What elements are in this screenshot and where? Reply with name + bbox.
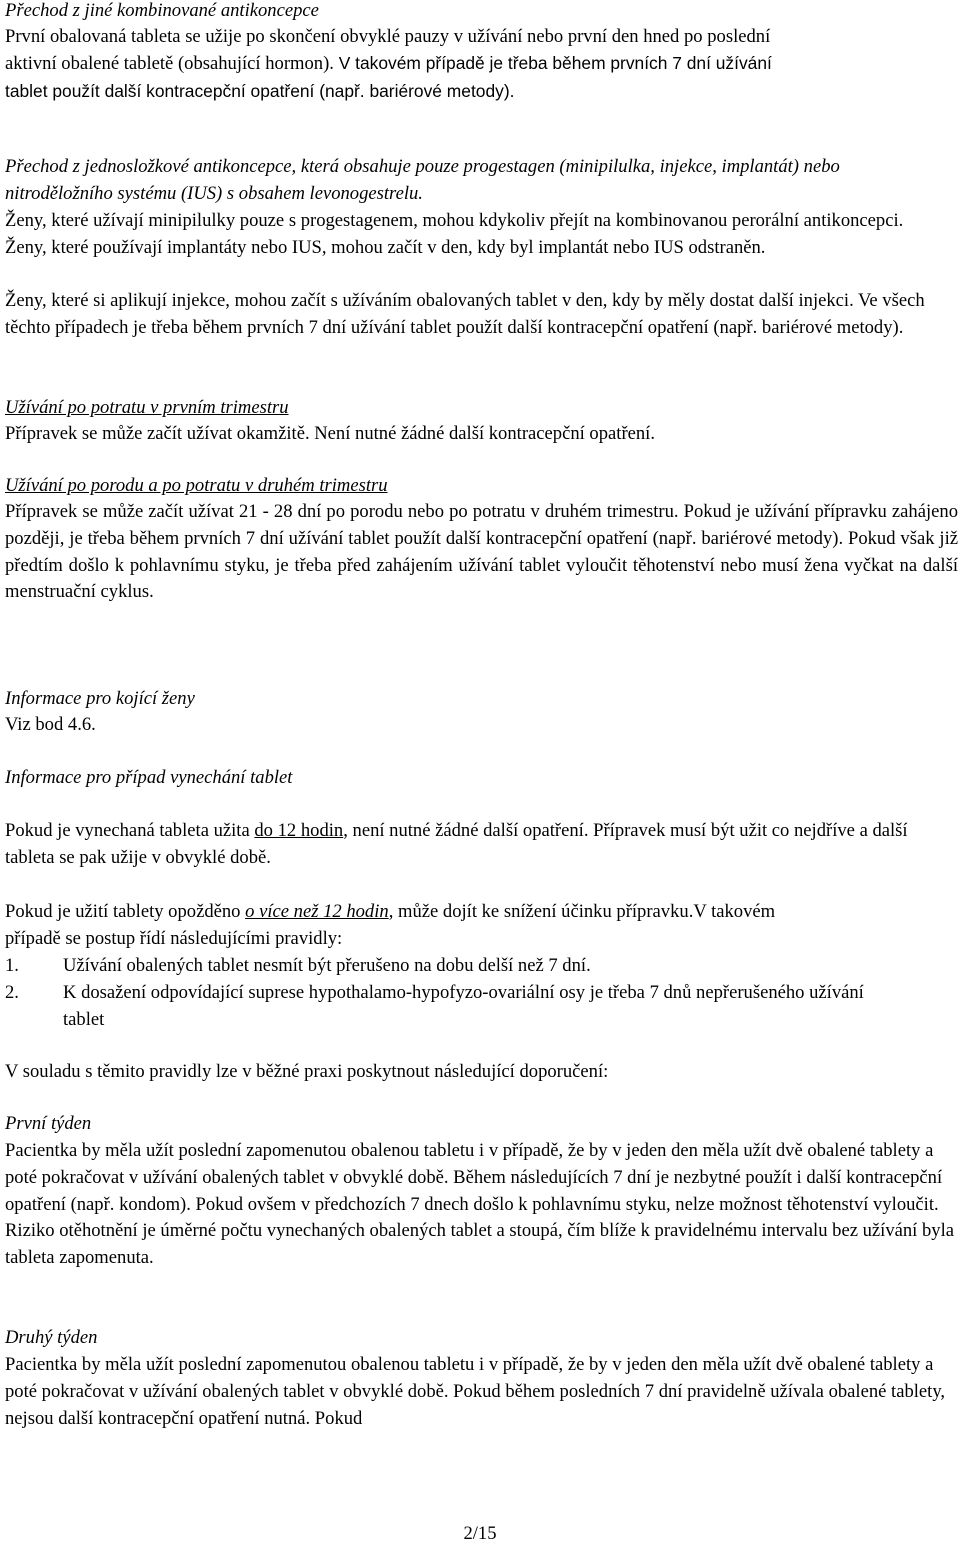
first-trimester-text: Přípravek se může začít užívat okamžitě. Není nutné žádné další kontracepční opatření. (5, 423, 656, 444)
list-item-number: 1. (5, 955, 19, 976)
missed-p2-text-b: , může dojít ke snížení účinku přípravku.V takovém případě se postup řídí následujícími pravidly: (5, 901, 776, 949)
section-heading-combined: Přechod z jiné kombinované antikoncepce (5, 0, 319, 21)
page-number: 2/15 (463, 1523, 497, 1544)
combined-line-1: První obalovaná tableta se užije po skončení obvyklé pauzy v užívání nebo první den hned po poslední (5, 26, 771, 47)
missed-p1-text-a: Pokud je vynechaná tableta užita (5, 820, 255, 841)
missed-paragraph-2 (5, 899, 785, 953)
postpartum-text: Přípravek se může začít užívat 21 - 28 dní po porodu nebo po potratu v druhém trimestru. Pokud je užívání přípravku zahájeno později, je třeba během prvních 7 dní užívání tablet použít další kontracepční opatření (např. bariérové metody). Pokud však již předtím došlo k pohlavnímu styku, je třeba před zahájením užívání tablet vyloučit těhotenství nebo musí žena vyčkat na další menstruační cyklus. (5, 501, 958, 603)
list-item-text: K dosažení odpovídající suprese hypothalamo-hypofyzo-ovariální osy je třeba 7 dnů nepřerušeného užívání tablet (63, 981, 864, 1030)
recommendation-intro: V souladu s těmito pravidly lze v běžné praxi poskytnout následující doporučení: (5, 1061, 609, 1082)
missed-p2-underlined: o více než 12 hodin (245, 901, 389, 922)
first-week-text: Pacientka by měla užít poslední zapomenutou obalenou tabletu i v případě, že by v jeden den měla užít dvě obalené tablety a poté pokračovat v užívání obalených tablet v obvyklé době. Během následujících 7 dní je nezbytné použít i další kontracepční opatření (např. kondom). Pokud ovšem v předchozích 7 dnech došlo k pohlavnímu styku, nelze možnost těhotenství vyloučit. Riziko otěhotnění je úměrné počtu vynechaných obalených tablet a stoupá, čím blíže k pravidelnému intervalu bez užívání byla tableta zapomenuta. (5, 1140, 954, 1269)
progestagen-paragraph-2: Ženy, které si aplikují injekce, mohou začít s užíváním obalovaných tablet v den, kdy by měly dostat další injekci. Ve všech těchto případech je třeba během prvních 7 dní užívání tablet použít další kontracepční opatření (např. bariérové metody). (5, 290, 925, 338)
list-item (5, 980, 875, 1034)
combined-line-2-a: aktivní obalené tabletě (obsahující hormon). (5, 53, 334, 74)
combined-line-3: tablet použít další kontracepční opatření (např. bariérové metody). (5, 81, 515, 101)
combined-line-2-b: V takovém případě je třeba během prvních 7 dní užívání (333, 53, 772, 73)
section-heading-first-trimester: Užívání po potratu v prvním trimestru (5, 397, 289, 418)
list-item-text: Užívání obalených tablet nesmít být přerušeno na dobu delší než 7 dní. (63, 955, 591, 976)
progestagen-paragraph-1: Ženy, které užívají minipilulky pouze s progestagenem, mohou kdykoliv přejít na kombinovanou perorální antikoncepci. Ženy, které používají implantáty nebo IUS, mohou začít v den, kdy byl implantát nebo IUS odstraněn. (5, 210, 904, 258)
section-heading-breastfeeding: Informace pro kojící ženy (5, 688, 195, 709)
missed-p2-text-a: Pokud je užití tablety opožděno (5, 901, 246, 922)
missed-rules-list (5, 953, 875, 1033)
missed-paragraph-1 (5, 818, 950, 872)
section-heading-postpartum: Užívání po porodu a po potratu v druhém trimestru (5, 475, 388, 496)
list-item (5, 953, 875, 980)
list-item-number: 2. (5, 981, 19, 1003)
missed-p1-underlined: do 12 hodin (254, 820, 344, 841)
section-heading-missed-tablets: Informace pro případ vynechání tablet (5, 767, 293, 788)
section-heading-second-week: Druhý týden (5, 1327, 98, 1348)
section-heading-progestagen: Přechod z jednosložkové antikoncepce, která obsahuje pouze progestagen (minipilulka, injekce, implantát) nebo nitroděložního systému (IUS) s obsahem levonogestrelu. (5, 156, 840, 204)
combined-line-2 (5, 50, 958, 78)
second-week-text: Pacientka by měla užít poslední zapomenutou obalenou tabletu i v případě, že by v jeden den měla užít dvě obalené tablety a poté pokračovat v užívání obalených tablet v obvyklé době. Pokud během posledních 7 dní pravidelně užívala obalené tablety, nejsou další kontracepční opatření nutná. Pokud (5, 1354, 946, 1429)
missed-p1-text-b: , není nutné žádné další opatření. Přípravek musí být užit co nejdříve a další tableta se pak užije v obvyklé době. (5, 820, 908, 868)
section-heading-first-week: První týden (5, 1113, 92, 1134)
breastfeeding-text: Viz bod 4.6. (5, 714, 96, 735)
